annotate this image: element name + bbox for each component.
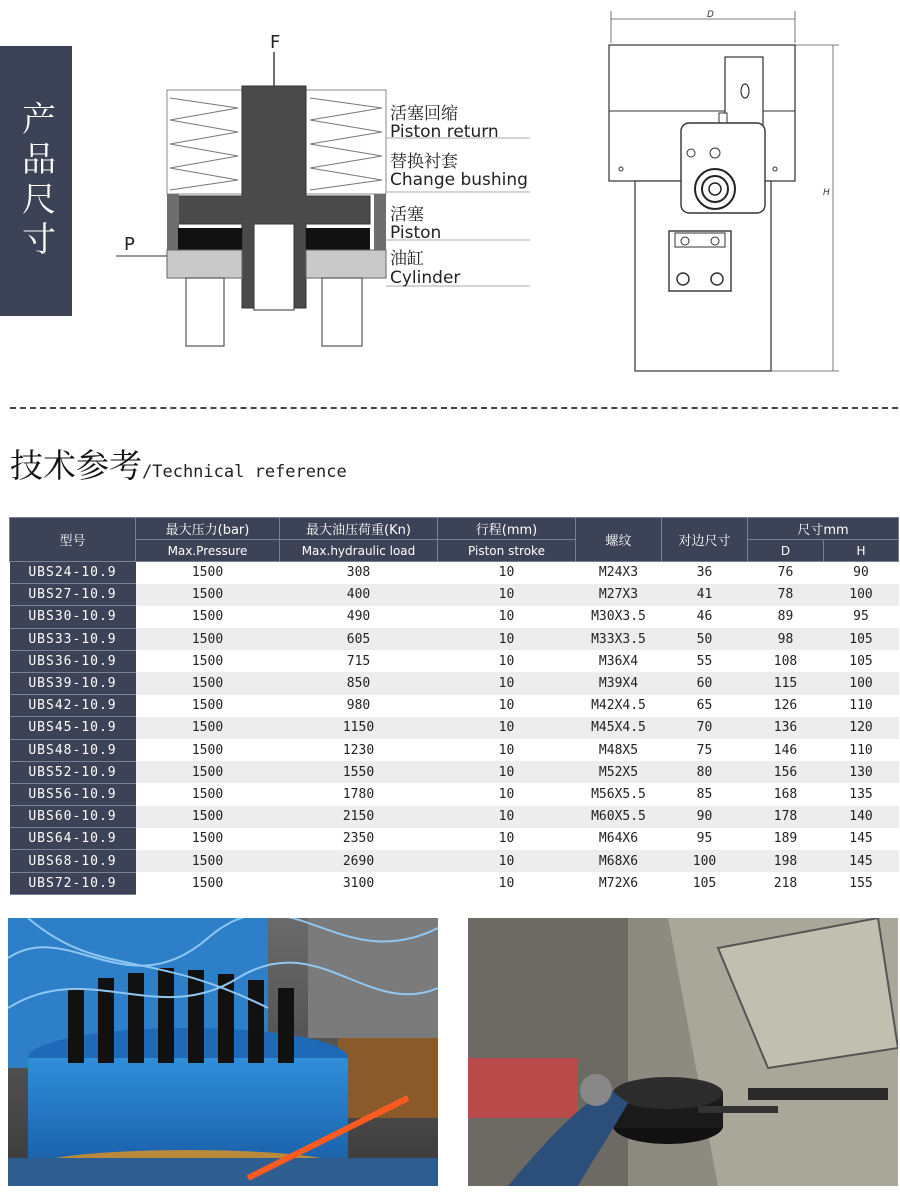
cell-max-load: 1150 — [280, 717, 438, 739]
cell-across-flats: 105 — [692, 875, 717, 891]
cell-thread: M60X5.5 — [576, 806, 662, 828]
product-dimensions-tab — [0, 46, 72, 316]
table-row — [10, 650, 899, 672]
cell-dim-d: 156 — [748, 761, 824, 783]
cell-stroke: 10 — [498, 609, 515, 625]
cell-dim-d: 76 — [777, 565, 794, 581]
part-piston-return-en: Piston return — [390, 122, 499, 142]
section-title-zh: 技术参考 — [10, 446, 142, 485]
cell-stroke: 10 — [498, 786, 515, 802]
section-title-en: /Technical reference — [142, 462, 347, 482]
cell-across-flats: 50 — [662, 628, 748, 650]
cell-thread: M33X3.5 — [576, 628, 662, 650]
cell-max-pressure: 1500 — [191, 875, 224, 891]
cell-dim-h: 110 — [849, 698, 873, 714]
cell-max-load: 1230 — [342, 742, 375, 758]
part-piston-return-zh: 活塞回缩 — [390, 104, 458, 124]
cell-max-pressure: 1500 — [191, 653, 224, 669]
table-row — [10, 828, 899, 850]
cell-dim-d: 98 — [748, 628, 824, 650]
cell-max-pressure: 1500 — [136, 672, 280, 694]
cell-across-flats: 80 — [662, 761, 748, 783]
cell-max-pressure: 1500 — [191, 565, 224, 581]
cell-max-pressure: 1500 — [136, 806, 280, 828]
cell-dim-h: 140 — [824, 806, 899, 828]
cell-max-load: 980 — [346, 698, 371, 714]
table-row — [10, 872, 899, 894]
cell-stroke: 10 — [438, 761, 576, 783]
cell-max-load: 2690 — [280, 850, 438, 872]
cell-dim-h: 145 — [849, 831, 873, 847]
cell-model: UBS60-10.9 — [10, 806, 136, 828]
cell-thread: M30X3.5 — [591, 609, 646, 625]
cell-dim-d: 136 — [748, 717, 824, 739]
cell-dim-h: 105 — [849, 653, 873, 669]
table-row — [10, 672, 899, 694]
cell-thread: M27X3 — [576, 584, 662, 606]
cell-dim-d: 146 — [773, 742, 798, 758]
section-title — [10, 440, 347, 487]
cell-across-flats: 70 — [662, 717, 748, 739]
cell-max-pressure: 1500 — [136, 850, 280, 872]
cell-max-pressure: 1500 — [191, 831, 224, 847]
cell-dim-d: 178 — [748, 806, 824, 828]
cell-max-pressure: 1500 — [191, 742, 224, 758]
cell-dim-h: 120 — [824, 717, 899, 739]
part-piston-en: Piston — [390, 223, 442, 243]
cell-across-flats: 85 — [696, 786, 713, 802]
cell-max-pressure: 1500 — [136, 761, 280, 783]
cell-dim-h: 145 — [824, 850, 899, 872]
header-dim-d: D — [748, 540, 824, 562]
cell-model: UBS24-10.9 — [10, 562, 136, 584]
cell-across-flats: 65 — [696, 698, 713, 714]
part-cylinder-en: Cylinder — [390, 268, 461, 288]
cell-dim-h: 135 — [849, 786, 873, 802]
cell-dim-h: 130 — [824, 761, 899, 783]
cell-stroke: 10 — [438, 806, 576, 828]
cell-stroke: 10 — [438, 850, 576, 872]
cell-max-load: 308 — [346, 565, 371, 581]
cell-dim-h: 90 — [853, 565, 869, 581]
cell-max-pressure: 1500 — [136, 628, 280, 650]
header-across-flats: 对边尺寸 — [662, 518, 748, 562]
outline-drawing — [595, 5, 845, 375]
cell-thread: M42X4.5 — [591, 698, 646, 714]
cell-stroke: 10 — [498, 875, 515, 891]
cell-model: UBS33-10.9 — [10, 628, 136, 650]
cell-stroke: 10 — [438, 672, 576, 694]
table-row — [10, 806, 899, 828]
table-row — [10, 584, 899, 606]
part-piston-zh: 活塞 — [390, 205, 424, 225]
cell-stroke: 10 — [498, 653, 515, 669]
cell-stroke: 10 — [438, 628, 576, 650]
cell-dim-d: 168 — [773, 786, 798, 802]
cell-model: UBS48-10.9 — [10, 739, 136, 761]
table-row — [10, 695, 899, 717]
photo-bolt-tensioners — [8, 918, 438, 1186]
cell-dim-h: 155 — [849, 875, 873, 891]
cell-model: UBS56-10.9 — [10, 783, 136, 805]
cell-max-load: 2150 — [280, 806, 438, 828]
cell-model: UBS42-10.9 — [10, 695, 136, 717]
cell-max-load: 1780 — [342, 786, 375, 802]
cell-model: UBS68-10.9 — [10, 850, 136, 872]
cell-model: UBS39-10.9 — [10, 672, 136, 694]
cell-dim-d: 126 — [773, 698, 798, 714]
cell-max-pressure: 1500 — [136, 717, 280, 739]
cell-stroke: 10 — [438, 584, 576, 606]
cell-dim-d: 108 — [773, 653, 798, 669]
header-load-zh: 最大油压荷重(Kn) — [280, 518, 438, 540]
table-row — [10, 761, 899, 783]
cell-max-pressure: 1500 — [191, 786, 224, 802]
cell-stroke: 10 — [498, 698, 515, 714]
cell-dim-h: 110 — [849, 742, 873, 758]
table-row — [10, 717, 899, 739]
cell-dim-h: 105 — [824, 628, 899, 650]
cell-thread: M24X3 — [598, 565, 639, 581]
cell-max-load: 605 — [280, 628, 438, 650]
cell-model: UBS52-10.9 — [10, 761, 136, 783]
header-pressure-zh: 最大压力(bar) — [136, 518, 280, 540]
cell-dim-d: 189 — [773, 831, 798, 847]
table-row — [10, 562, 899, 584]
table-row — [10, 628, 899, 650]
cell-dim-d: 198 — [748, 850, 824, 872]
cell-across-flats: 36 — [696, 565, 713, 581]
cell-thread: M48X5 — [598, 742, 639, 758]
part-cylinder-zh: 油缸 — [390, 249, 424, 269]
cell-across-flats: 75 — [696, 742, 713, 758]
section-divider — [10, 407, 898, 409]
table-row — [10, 783, 899, 805]
cell-stroke: 10 — [438, 717, 576, 739]
cell-max-load: 1550 — [280, 761, 438, 783]
header-load-en: Max.hydraulic load — [280, 540, 438, 562]
header-dim-h: H — [824, 540, 899, 562]
header-pressure-en: Max.Pressure — [136, 540, 280, 562]
part-change-bushing-zh: 替换衬套 — [390, 152, 458, 172]
header-model: 型号 — [10, 518, 136, 562]
cell-model: UBS72-10.9 — [10, 872, 136, 894]
cell-model: UBS36-10.9 — [10, 650, 136, 672]
dimension-d-label: D — [707, 10, 714, 20]
cell-thread: M68X6 — [576, 850, 662, 872]
cell-thread: M52X5 — [576, 761, 662, 783]
side-tab-label: 产品尺寸 — [15, 101, 56, 261]
spec-table — [9, 517, 899, 895]
cell-across-flats: 100 — [662, 850, 748, 872]
cell-thread: M72X6 — [598, 875, 639, 891]
cell-thread: M39X4 — [576, 672, 662, 694]
cell-stroke: 10 — [498, 742, 515, 758]
cell-dim-d: 218 — [773, 875, 798, 891]
cell-max-load: 490 — [346, 609, 371, 625]
header-dimensions: 尺寸mm — [748, 518, 899, 540]
photo-operator-tensioner — [468, 918, 898, 1186]
cell-dim-d: 115 — [748, 672, 824, 694]
table-row — [10, 739, 899, 761]
cell-max-pressure: 1500 — [191, 698, 224, 714]
header-thread: 螺纹 — [576, 518, 662, 562]
cell-dim-h: 100 — [824, 672, 899, 694]
table-row — [10, 850, 899, 872]
dimension-h-label: H — [823, 188, 830, 198]
table-row — [10, 606, 899, 628]
spec-table-body — [10, 562, 899, 895]
cell-across-flats: 41 — [662, 584, 748, 606]
header-stroke-zh: 行程(mm) — [438, 518, 576, 540]
cell-max-load: 850 — [280, 672, 438, 694]
cell-max-pressure: 1500 — [191, 609, 224, 625]
cell-dim-d: 89 — [777, 609, 794, 625]
cell-dim-h: 100 — [824, 584, 899, 606]
cell-dim-h: 95 — [853, 609, 869, 625]
part-change-bushing-en: Change bushing — [390, 170, 528, 190]
cell-max-pressure: 1500 — [136, 584, 280, 606]
cell-across-flats: 55 — [696, 653, 713, 669]
cell-stroke: 10 — [498, 565, 515, 581]
cell-across-flats: 60 — [662, 672, 748, 694]
cell-across-flats: 46 — [696, 609, 713, 625]
cell-max-load: 400 — [280, 584, 438, 606]
force-label: F — [270, 32, 281, 53]
cross-section-diagram — [110, 28, 540, 350]
cell-dim-d: 78 — [748, 584, 824, 606]
pressure-label: P — [124, 234, 135, 255]
cell-max-load: 2350 — [342, 831, 375, 847]
cell-thread: M64X6 — [598, 831, 639, 847]
cell-max-load: 715 — [346, 653, 371, 669]
header-stroke-en: Piston stroke — [438, 540, 576, 562]
cell-across-flats: 95 — [696, 831, 713, 847]
cell-model: UBS27-10.9 — [10, 584, 136, 606]
cell-thread: M56X5.5 — [591, 786, 646, 802]
cell-thread: M45X4.5 — [576, 717, 662, 739]
cell-max-load: 3100 — [342, 875, 375, 891]
cell-model: UBS30-10.9 — [10, 606, 136, 628]
cell-across-flats: 90 — [662, 806, 748, 828]
cell-thread: M36X4 — [598, 653, 639, 669]
cell-model: UBS64-10.9 — [10, 828, 136, 850]
cell-stroke: 10 — [498, 831, 515, 847]
cell-model: UBS45-10.9 — [10, 717, 136, 739]
